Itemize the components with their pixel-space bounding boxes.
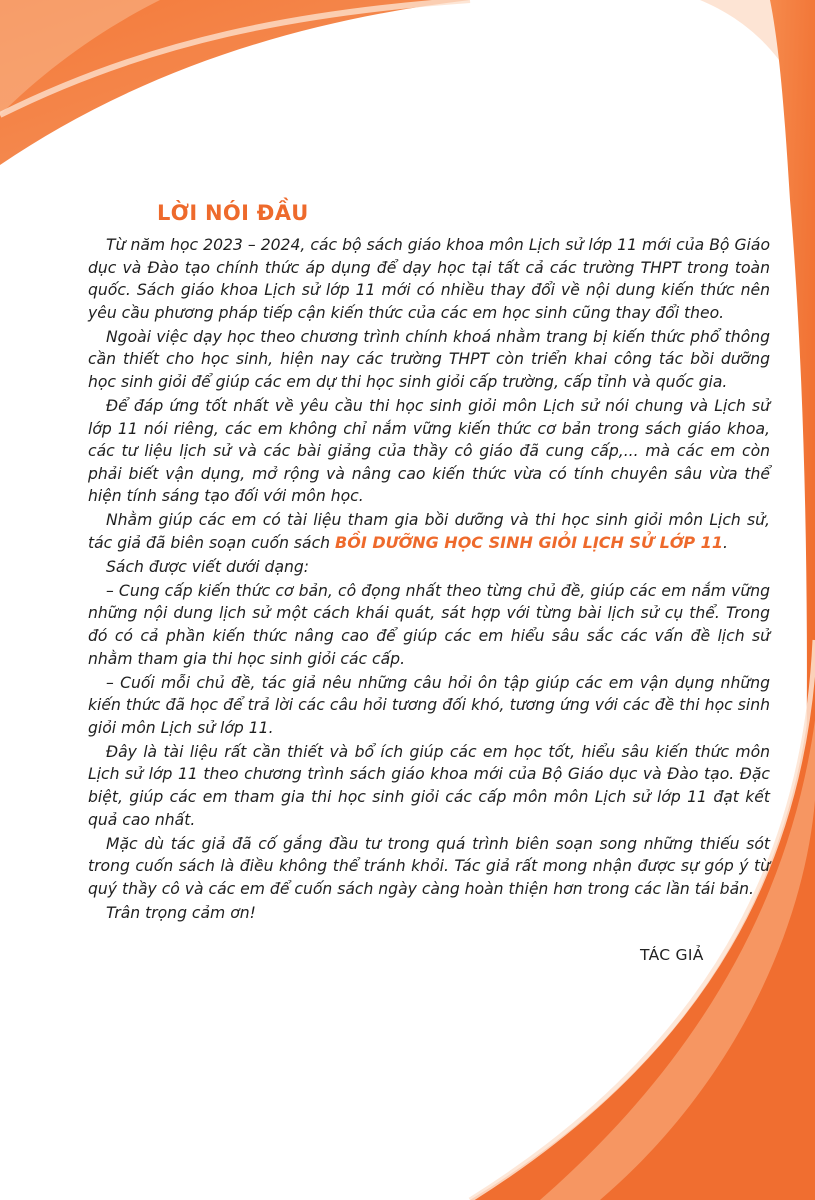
paragraph-7: – Cuối mỗi chủ đề, tác giả nêu những câu hỏi ôn tập giúp các em vận dụng những kiến thức đã học để trả lời các câu hỏi tương đối khó, tương ứng với các đề thi học sinh giỏi môn Lịch sử lớp 11.	[88, 673, 770, 737]
paragraph-4	[88, 509, 770, 554]
author-signature: TÁC GIẢ	[640, 946, 704, 964]
page-title: LỜI NÓI ĐẦU	[157, 201, 309, 225]
paragraph-10: Trân trọng cảm ơn!	[106, 903, 256, 922]
paragraph-4-text: Nhằm giúp các em có tài liệu tham gia bồi dưỡng và thi học sinh giỏi môn Lịch sử, tác giả đã biên soạn cuốn sách	[88, 511, 770, 552]
paragraph-5: Sách được viết dưới dạng:	[106, 557, 310, 576]
book-title: BỒI DƯỠNG HỌC SINH GIỎI LỊCH SỬ LỚP 11	[335, 532, 723, 552]
paragraph-8: Đây là tài liệu rất cần thiết và bổ ích giúp các em học tốt, hiểu sâu kiến thức môn Lịch sử lớp 11 theo chương trình sách giáo khoa mới của Bộ Giáo dục và Đào tạo. Đặc biệt, giúp các em tham gia thi học sinh giỏi các cấp môn môn Lịch sử lớp 11 đạt kết quả cao nhất.	[88, 742, 770, 829]
paragraph-1: Từ năm học 2023 – 2024, các bộ sách giáo khoa môn Lịch sử lớp 11 mới của Bộ Giáo dục và Đào tạo chính thức áp dụng để dạy học tại tất cả các trường THPT trong toàn quốc. Sách giáo khoa Lịch sử lớp 11 mới có nhiều thay đổi về nội dung kiến thức nên yêu cầu phương pháp tiếp cận kiến thức của các em học sinh cũng thay đổi theo.	[88, 236, 770, 322]
paragraph-6: – Cung cấp kiến thức cơ bản, cô đọng nhất theo từng chủ đề, giúp các em nắm vững những nội dung lịch sử một cách khái quát, sát hợp với từng bài lịch sử cụ thể. Trong đó có cả phần kiến thức nâng cao để giúp các em hiểu sâu sắc các vấn đề lịch sử nhằm tham gia thi học sinh giỏi các cấp.	[88, 581, 770, 668]
preface-body	[88, 234, 770, 926]
paragraph-3: Để đáp ứng tốt nhất về yêu cầu thi học sinh giỏi môn Lịch sử nói chung và Lịch sử lớp 11 nói riêng, các em không chỉ nắm vững kiến thức cơ bản trong sách giáo khoa, các tư liệu lịch sử và các bài giảng của thầy cô giáo đã cung cấp,... mà các em còn phải biết vận dụng, mở rộng và nâng cao kiến thức vừa có tính chuyên sâu vừa thể hiện tính sáng tạo đối với môn học.	[88, 396, 770, 506]
paragraph-9: Mặc dù tác giả đã cố gắng đầu tư trong quá trình biên soạn song những thiếu sót trong cuốn sách là điều không thể tránh khỏi. Tác giả rất mong nhận được sự góp ý từ quý thầy cô và các em để cuốn sách ngày càng hoàn thiện hơn trong các lần tái bản.	[88, 834, 770, 898]
paragraph-2: Ngoài việc dạy học theo chương trình chính khoá nhằm trang bị kiến thức phổ thông cần thiết cho học sinh, hiện nay các trường THPT còn triển khai công tác bồi dưỡng học sinh giỏi để giúp các em dự thi học sinh giỏi cấp trường, cấp tỉnh và quốc gia.	[88, 327, 770, 391]
paragraph-4-end: .	[722, 533, 728, 552]
